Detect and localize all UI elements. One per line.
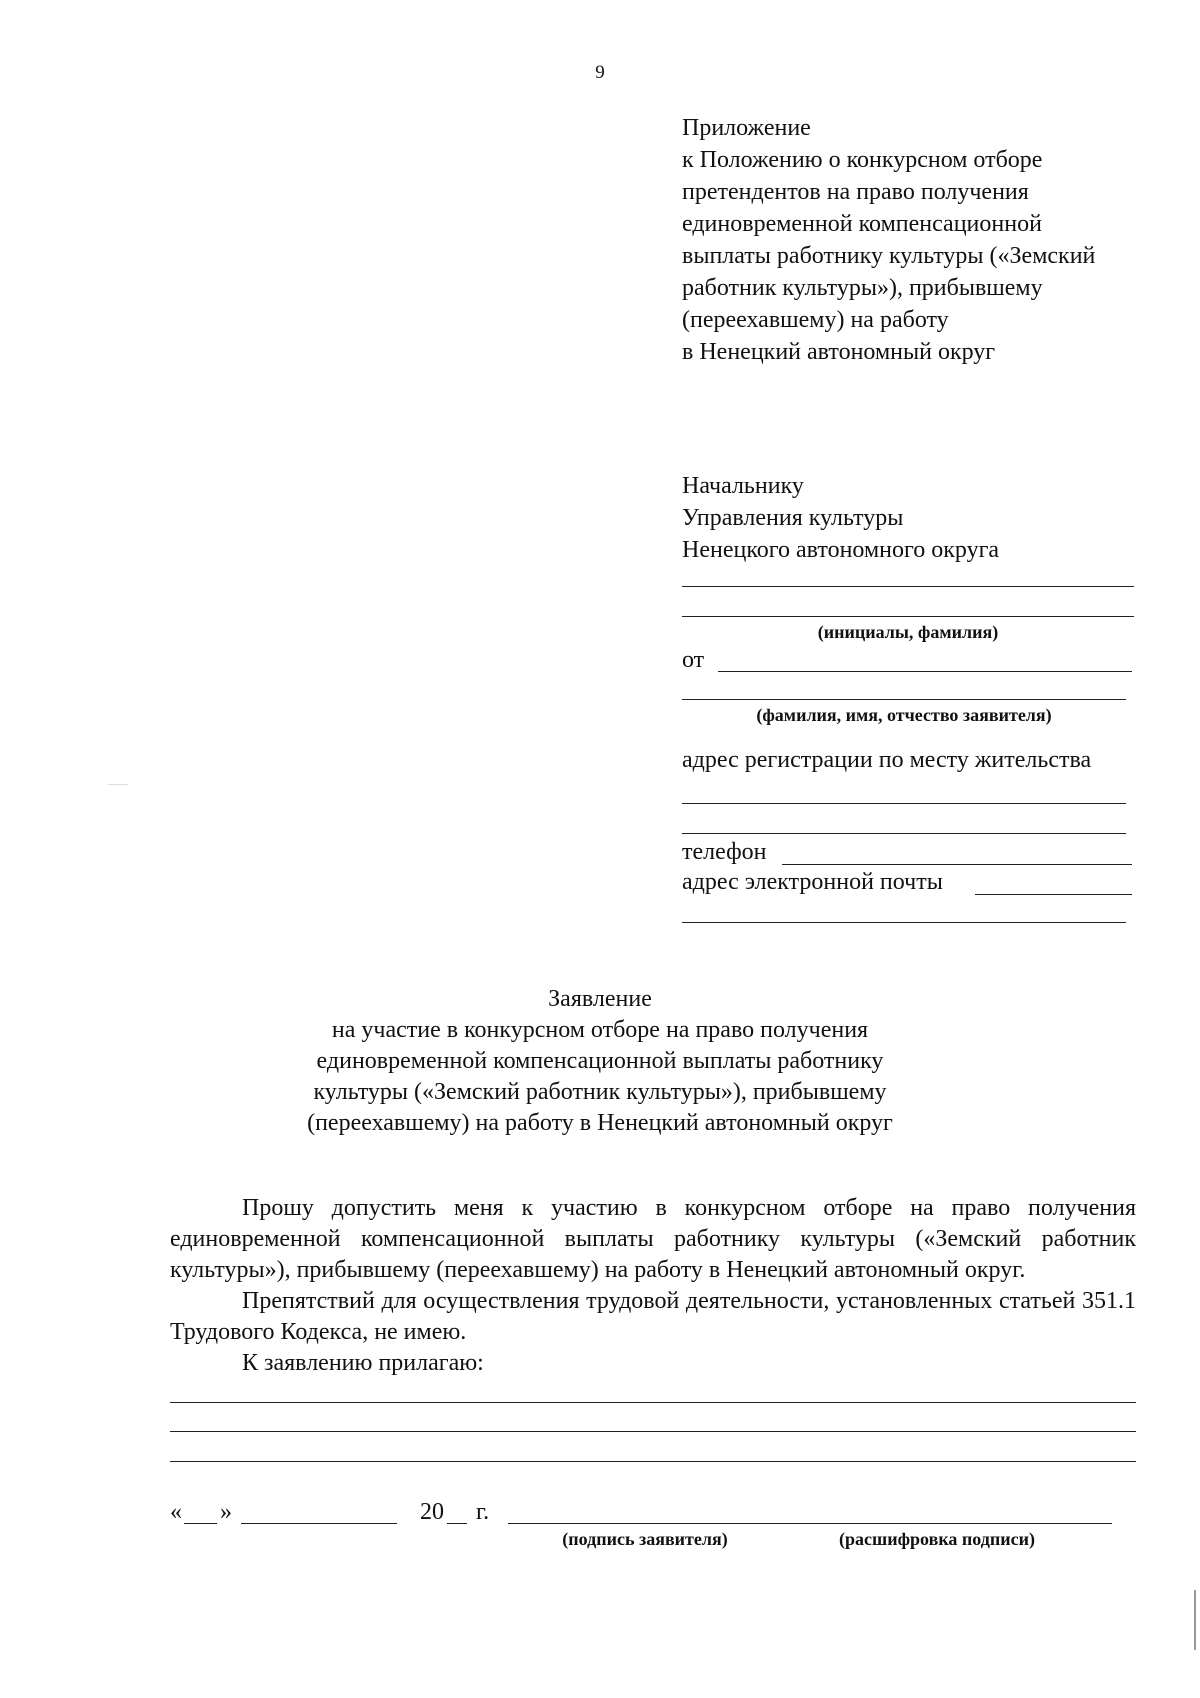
applicant-caption: (фамилия, имя, отчество заявителя) bbox=[756, 705, 1052, 725]
body-paragraph-1: Прошу допустить меня к участию в конкурсном отборе на право получения единовременной компенсационной выплаты работнику культуры («Земский работник культуры»), прибывшему (переехавшему) на работу в Ненецкий автономный округ. bbox=[170, 1195, 1136, 1283]
appendix-line: в Ненецкий автономный округ bbox=[682, 339, 996, 365]
year-suffix: г. bbox=[476, 1499, 490, 1525]
decoding-caption: (расшифровка подписи) bbox=[839, 1529, 1035, 1549]
title-line: на участие в конкурсном отборе на право получения bbox=[331, 1017, 869, 1043]
attachments-blank-line-1[interactable] bbox=[170, 1402, 1136, 1403]
applicant-blank-line[interactable] bbox=[682, 699, 1126, 700]
signature-caption: (подпись заявителя) bbox=[562, 1529, 728, 1549]
addressee-line: Начальнику bbox=[682, 473, 804, 499]
appendix-line: Приложение bbox=[682, 115, 811, 141]
appendix-line: работник культуры»), прибывшему bbox=[682, 275, 1043, 301]
signature-blank-line[interactable] bbox=[508, 1523, 1112, 1524]
day-blank-line[interactable] bbox=[184, 1523, 217, 1524]
appendix-line: претендентов на право получения bbox=[682, 179, 1029, 205]
scan-speck bbox=[108, 784, 128, 785]
addressee-line: Управления культуры bbox=[682, 505, 904, 531]
address-blank-line-1[interactable] bbox=[682, 803, 1126, 804]
attachments-blank-line-2[interactable] bbox=[170, 1431, 1136, 1432]
body-paragraph-2: Препятствий для осуществления трудовой деятельности, установленных статьей 351.1 Трудового Кодекса, не имею. bbox=[170, 1288, 1136, 1345]
title-line: (переехавшему) на работу в Ненецкий автономный округ bbox=[307, 1110, 893, 1136]
from-blank-line[interactable] bbox=[718, 671, 1132, 672]
phone-label: телефон bbox=[682, 839, 767, 865]
title-line: Заявление bbox=[548, 986, 652, 1012]
initials-blank-line-1[interactable] bbox=[682, 586, 1134, 587]
email-label: адрес электронной почты bbox=[682, 869, 943, 895]
address-blank-line-2[interactable] bbox=[682, 833, 1126, 834]
appendix-line: единовременной компенсационной bbox=[682, 211, 1042, 237]
initials-caption: (инициалы, фамилия) bbox=[817, 622, 999, 642]
email-blank-line[interactable] bbox=[975, 894, 1132, 895]
month-blank-line[interactable] bbox=[241, 1523, 397, 1524]
quote-close: » bbox=[220, 1499, 232, 1525]
document-body bbox=[170, 1193, 1136, 1379]
attach-label: К заявлению прилагаю: bbox=[242, 1350, 484, 1376]
title-line: культуры («Земский работник культуры»), прибывшему bbox=[313, 1079, 887, 1105]
email-blank-line-2[interactable] bbox=[682, 922, 1126, 923]
addressee-block bbox=[682, 470, 999, 566]
appendix-header bbox=[682, 112, 1095, 368]
title-line: единовременной компенсационной выплаты работнику bbox=[316, 1048, 884, 1074]
appendix-line: (переехавшему) на работу bbox=[682, 307, 949, 333]
addressee-line: Ненецкого автономного округа bbox=[682, 537, 1000, 563]
year-prefix: 20 bbox=[420, 1499, 444, 1525]
appendix-line: выплаты работнику культуры («Земский bbox=[682, 243, 1096, 269]
document-title bbox=[0, 984, 1200, 1139]
initials-blank-line-2[interactable] bbox=[682, 616, 1134, 617]
page-number: 9 bbox=[595, 62, 605, 83]
attachments-blank-line-3[interactable] bbox=[170, 1461, 1136, 1462]
appendix-line: к Положению о конкурсном отборе bbox=[682, 147, 1043, 173]
year-blank-line[interactable] bbox=[447, 1523, 467, 1524]
scan-edge-mark bbox=[1194, 1590, 1196, 1650]
phone-blank-line[interactable] bbox=[782, 864, 1132, 865]
address-label: адрес регистрации по месту жительства bbox=[682, 747, 1092, 773]
quote-open: « bbox=[170, 1499, 182, 1525]
from-label: от bbox=[682, 647, 705, 673]
